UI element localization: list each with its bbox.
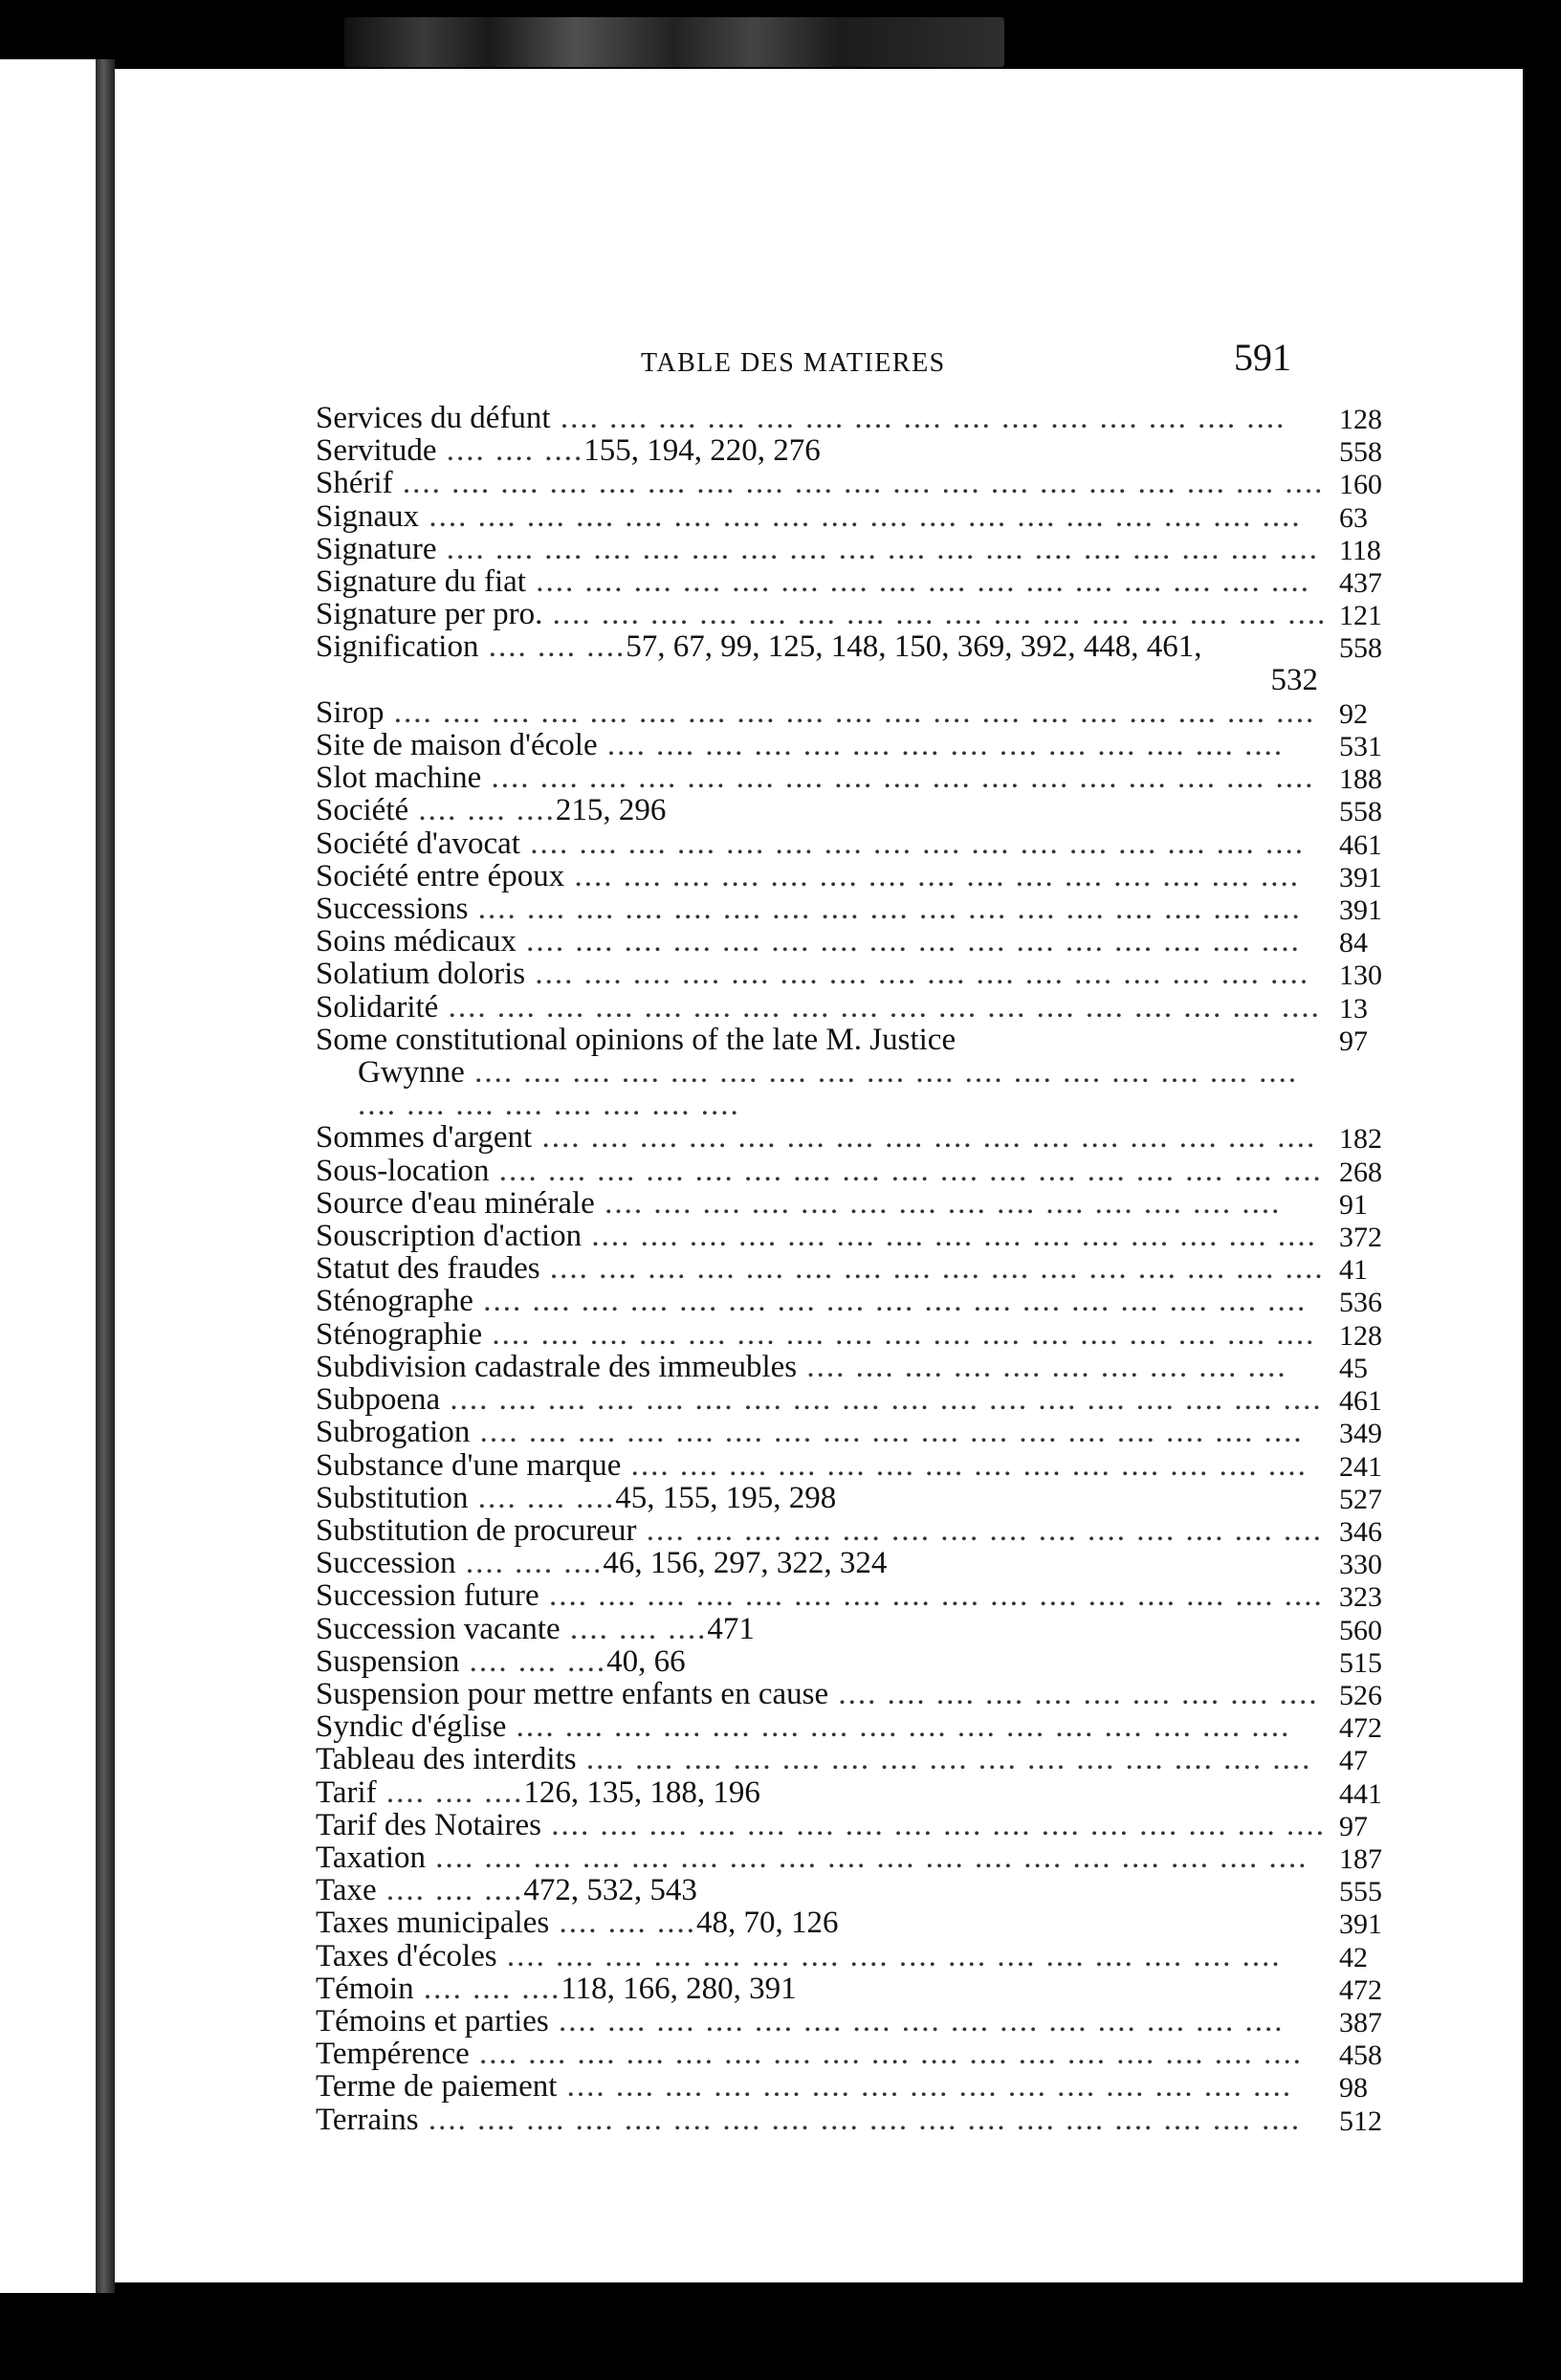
running-title: TABLE DES MATIERES xyxy=(641,348,946,378)
index-term: Sténographie xyxy=(316,1317,483,1351)
page-number: 591 xyxy=(1234,336,1291,379)
index-term-continuation xyxy=(316,1056,1328,1121)
index-entry xyxy=(316,1940,1416,1972)
index-entry xyxy=(316,1776,1416,1809)
index-entry xyxy=(316,402,1416,434)
index-term: Site de maison d'école xyxy=(316,729,598,762)
scan-top-artifact xyxy=(344,17,1004,67)
book-gutter xyxy=(96,59,115,2293)
index-term: Successions xyxy=(316,892,469,926)
index-entry xyxy=(316,1155,1416,1187)
index-page-ref: 558 xyxy=(1339,632,1382,665)
index-term: Taxation xyxy=(316,1840,426,1875)
dot-leader: .... .... .... xyxy=(376,1874,524,1907)
index-page-ref: 372 xyxy=(1339,1222,1382,1253)
index-page-ref: 97 xyxy=(1339,1025,1368,1057)
index-term: Sténographe xyxy=(316,1285,473,1318)
index-term: Soins médicaux xyxy=(316,925,517,959)
index-entry xyxy=(316,1187,1416,1220)
index-page-ref: 458 xyxy=(1339,2039,1382,2071)
dot-leader: .... .... .... xyxy=(413,1972,561,2005)
index-entry xyxy=(316,2005,1416,2038)
dot-leader: .... .... .... .... .... .... .... .... .... .... .... .... .... .... .... .... xyxy=(539,1252,1325,1286)
index-term: Sommes d'argent xyxy=(316,1121,533,1155)
index-term: Solidarité xyxy=(316,990,439,1024)
index-page-ref: 391 xyxy=(1339,1908,1382,1940)
dot-leader: .... .... .... xyxy=(455,1547,604,1580)
dot-leader: .... .... .... .... .... .... .... .... .... .... .... .... .... .... .... .... xyxy=(532,1121,1317,1155)
index-term: Some constitutional opinions of the late M. Justice xyxy=(316,1022,956,1057)
index-page-ref: 13 xyxy=(1339,992,1368,1024)
index-term: Signature xyxy=(316,532,437,566)
index-entry xyxy=(316,533,1416,565)
index-term: Terme de paiement xyxy=(316,2070,558,2104)
index-term: Société xyxy=(316,794,409,827)
dot-leader: .... .... .... xyxy=(408,794,556,827)
index-term: Taxes d'écoles xyxy=(316,1939,497,1972)
index-references: 46, 156, 297, 322, 324 xyxy=(603,1547,888,1580)
index-page-ref: 268 xyxy=(1339,1156,1382,1187)
dot-leader: .... .... .... .... .... .... .... .... .... .... .... .... .... .... .... .... .... .... xyxy=(438,990,1321,1024)
index-entry xyxy=(316,1809,1416,1841)
index-entry xyxy=(316,1318,1416,1351)
index-references: 155, 194, 220, 276 xyxy=(583,434,821,468)
index-references: 126, 135, 188, 196 xyxy=(523,1775,760,1809)
index-page-ref: 472 xyxy=(1339,1712,1382,1744)
index-entry xyxy=(316,1743,1416,1775)
dot-leader: .... .... .... .... .... .... .... .... .... .... .... .... .... .... .... xyxy=(564,859,1300,893)
index-page-ref: 47 xyxy=(1339,1745,1368,1776)
index-page-ref: 128 xyxy=(1339,404,1382,435)
index-entry xyxy=(316,434,1416,467)
dot-leader: .... .... .... .... .... .... .... .... .... .... .... .... .... .... .... .... xyxy=(506,1710,1291,1744)
dot-leader: .... .... .... .... .... .... .... .... .... .... .... .... .... .... .... .... xyxy=(540,1808,1326,1841)
dot-leader: .... .... .... .... .... .... .... .... .... .... .... .... .... .... .... .... .... xyxy=(468,892,1302,926)
index-term: Sous-location xyxy=(316,1154,490,1187)
index-references-continuation: 532 xyxy=(1270,662,1318,697)
index-page-ref: 461 xyxy=(1339,828,1382,860)
index-page-ref: 461 xyxy=(1339,1385,1382,1417)
index-entry xyxy=(316,1121,1416,1154)
index-page-ref: 536 xyxy=(1339,1287,1382,1318)
dot-leader: .... .... .... .... .... .... .... .... .... .... .... .... .... .... .... .... xyxy=(542,598,1328,631)
index-entry xyxy=(316,500,1416,533)
index-references: 118, 166, 280, 391 xyxy=(561,1972,797,2005)
index-page-ref: 472 xyxy=(1339,1973,1382,2005)
index-term: Tarif xyxy=(316,1775,377,1809)
index-entry xyxy=(316,1678,1416,1710)
facing-page-edge xyxy=(0,59,103,2293)
index-entry xyxy=(316,1613,1416,1645)
index-references: 472, 532, 543 xyxy=(523,1874,697,1907)
index-entry xyxy=(316,1645,1416,1678)
index-references: 40, 66 xyxy=(606,1644,686,1678)
index-term: Suspension xyxy=(316,1644,460,1678)
index-page-ref: 526 xyxy=(1339,1679,1382,1711)
index-entry xyxy=(316,1383,1416,1416)
index-page-ref: 45 xyxy=(1339,1352,1368,1384)
index-term: Solatium doloris xyxy=(316,958,526,991)
index-term: Succession future xyxy=(316,1579,539,1613)
index-page-ref: 160 xyxy=(1339,469,1382,500)
index-page-ref: 555 xyxy=(1339,1876,1382,1907)
index-entry xyxy=(316,827,1416,860)
index-entry xyxy=(316,991,1416,1024)
dot-leader: .... .... .... .... .... .... .... .... .... .... .... .... .... .... .... .... .... xyxy=(489,1154,1323,1187)
index-references: 471 xyxy=(707,1612,755,1645)
index-page-ref: 512 xyxy=(1339,2105,1382,2136)
dot-leader: .... .... .... .... .... .... .... .... .... .... .... .... .... .... xyxy=(597,729,1285,762)
dot-leader: .... .... .... .... .... .... .... .... .... .... .... .... .... .... .... .... .... .... xyxy=(436,532,1319,566)
dot-leader: .... .... .... .... .... .... .... .... .... .... .... .... .... .... .... xyxy=(582,1220,1317,1253)
index-page-ref: 97 xyxy=(1339,1810,1368,1841)
index-entry xyxy=(316,2104,1416,2136)
index-entry xyxy=(316,598,1416,630)
index-page-ref: 437 xyxy=(1339,567,1382,599)
index-term: Source d'eau minérale xyxy=(316,1186,595,1221)
dot-leader: .... .... .... .... .... .... .... .... .... .... .... .... .... .... .... .... .... .... xyxy=(425,1840,1308,1875)
dot-leader: .... .... .... xyxy=(560,1612,708,1645)
index-entry xyxy=(316,1252,1416,1285)
index-term-continuation-text: Gwynne xyxy=(358,1055,465,1091)
index-page-ref: 391 xyxy=(1339,861,1382,893)
index-entry xyxy=(316,1972,1416,2005)
dot-leader: .... .... .... .... .... .... .... .... .... .... .... .... .... .... .... .... .... .... xyxy=(418,2103,1302,2136)
index-term: Slot machine xyxy=(316,761,482,795)
index-page-ref: 92 xyxy=(1339,697,1368,730)
dot-leader: .... .... .... .... .... .... .... .... .... .... .... .... .... .... .... xyxy=(576,1743,1312,1776)
dot-leader: .... .... .... .... .... .... .... .... .... .... .... .... .... .... xyxy=(636,1513,1323,1548)
index-entry xyxy=(316,467,1416,499)
index-entry xyxy=(316,1482,1416,1514)
dot-leader: .... .... .... .... .... .... .... .... .... .... .... .... .... .... .... .... .... xyxy=(481,761,1315,795)
index-term: Subpoena xyxy=(316,1383,441,1417)
dot-leader: .... .... .... .... .... .... .... .... .... .... .... .... .... .... .... .... .... .... .... xyxy=(384,695,1316,730)
dot-leader: .... .... .... xyxy=(436,434,584,468)
index-page-ref: 391 xyxy=(1339,894,1382,926)
index-page-ref: 42 xyxy=(1339,1941,1368,1972)
index-page-ref: 241 xyxy=(1339,1450,1382,1482)
index-term: Substitution xyxy=(316,1481,469,1514)
index-page-ref: 558 xyxy=(1339,796,1382,827)
index-page-ref: 188 xyxy=(1339,763,1382,795)
dot-leader: .... .... .... .... .... .... .... .... .... .... .... .... .... .... .... .... xyxy=(539,1579,1324,1613)
index-entry xyxy=(316,1547,1416,1579)
index-term: Taxe xyxy=(316,1874,377,1907)
index-page-ref: 130 xyxy=(1339,959,1382,991)
index-term: Société entre époux xyxy=(316,859,565,893)
index-entry xyxy=(316,958,1416,990)
dot-leader: .... .... .... .... .... .... .... .... .... .... .... .... .... .... .... .... .... xyxy=(482,1317,1316,1351)
index-references: 215, 296 xyxy=(555,794,667,827)
index-term: Société d'avocat xyxy=(316,826,520,860)
dot-leader: .... .... .... xyxy=(549,1906,696,1940)
dot-leader: .... .... .... .... .... .... .... .... .... .... .... .... .... .... .... .... xyxy=(496,1939,1282,1972)
dot-leader: .... .... .... xyxy=(459,1644,607,1678)
index-term: Succession vacante xyxy=(316,1612,561,1645)
index-entry xyxy=(316,1579,1416,1612)
dot-leader: .... .... .... .... .... .... .... .... .... .... .... .... .... .... .... .... .... xyxy=(473,1285,1308,1318)
dot-leader: .... .... .... .... .... .... .... .... .... .... .... .... .... .... .... .... .... .... .... xyxy=(392,467,1325,500)
index-entry xyxy=(316,860,1416,892)
index-page-ref: 527 xyxy=(1339,1483,1382,1514)
dot-leader: .... .... .... xyxy=(468,1481,616,1514)
index-page-ref: 98 xyxy=(1339,2072,1368,2104)
index-entry xyxy=(316,1416,1416,1448)
index-page-ref: 441 xyxy=(1339,1777,1382,1809)
index-term: Témoins et parties xyxy=(316,2004,549,2038)
index-term: Témoin xyxy=(316,1972,414,2005)
dot-leader: .... .... .... .... .... .... .... .... .... .... .... .... .... .... .... .... .... .... xyxy=(419,499,1302,533)
index-entry xyxy=(316,630,1416,695)
dot-leader: .... .... .... .... .... .... .... .... .... .... .... .... .... .... .... .... xyxy=(516,925,1301,959)
dot-leader: .... .... .... .... .... .... .... .... .... .... xyxy=(828,1677,1319,1711)
index-page-ref: 560 xyxy=(1339,1614,1382,1645)
index-page-ref: 63 xyxy=(1339,501,1368,533)
dot-leader: .... .... .... xyxy=(478,629,627,665)
dot-leader: .... .... .... .... .... .... .... .... .... .... .... .... .... .... .... .... .... .... .... .... .... .... .... .... .... xyxy=(358,1055,1299,1123)
index-references: 57, 67, 99, 125, 148, 150, 369, 392, 448, 461, xyxy=(626,629,1202,665)
index-entry xyxy=(316,892,1416,925)
dot-leader: .... .... .... .... .... .... .... .... .... .... .... .... .... .... .... xyxy=(557,2070,1293,2104)
dot-leader: .... .... .... .... .... .... .... .... .... .... .... .... .... .... .... .... xyxy=(525,958,1310,991)
index-term: Terrains xyxy=(316,2103,419,2136)
index-page-ref: 323 xyxy=(1339,1581,1382,1613)
index-page-ref: 558 xyxy=(1339,436,1382,468)
index-entry xyxy=(316,1024,1416,1122)
index-page-ref: 91 xyxy=(1339,1188,1368,1221)
index-entry xyxy=(316,1449,1416,1482)
index-entry xyxy=(316,1906,1416,1939)
index-term: Taxes municipales xyxy=(316,1906,550,1940)
index-page-ref: 84 xyxy=(1339,927,1368,959)
dot-leader: .... .... .... .... .... .... .... .... .... .... .... .... .... .... .... .... .... .... xyxy=(440,1383,1323,1417)
index-page-ref: 118 xyxy=(1339,534,1381,566)
index-page-ref: 121 xyxy=(1339,600,1382,631)
dot-leader: .... .... .... .... .... .... .... .... .... .... xyxy=(797,1350,1287,1384)
index-page-ref: 387 xyxy=(1339,2006,1382,2038)
index-entry xyxy=(316,1874,1416,1906)
index-term: Services du défunt xyxy=(316,402,551,435)
index-term: Syndic d'église xyxy=(316,1710,507,1744)
index-term: Tarif des Notaires xyxy=(316,1808,541,1841)
dot-leader: .... .... .... .... .... .... .... .... .... .... .... .... .... .... .... xyxy=(548,2004,1285,2038)
index-term: Tempérence xyxy=(316,2038,470,2071)
index-references: 45, 155, 195, 298 xyxy=(615,1481,837,1514)
dot-leader: .... .... .... xyxy=(376,1775,524,1809)
index-term: Shérif xyxy=(316,467,393,500)
index-term: Succession xyxy=(316,1547,456,1580)
dot-leader: .... .... .... .... .... .... .... .... .... .... .... .... .... .... .... .... xyxy=(519,826,1305,860)
index-entry xyxy=(316,761,1416,794)
index-references: 48, 70, 126 xyxy=(695,1906,839,1940)
index-entry xyxy=(316,1220,1416,1252)
index-page-ref: 128 xyxy=(1339,1319,1382,1351)
index-list xyxy=(316,402,1416,2136)
index-entry xyxy=(316,1285,1416,1317)
dot-leader: .... .... .... .... .... .... .... .... .... .... .... .... .... .... xyxy=(621,1448,1308,1482)
dot-leader: .... .... .... .... .... .... .... .... .... .... .... .... .... .... .... .... .... xyxy=(470,1416,1304,1449)
index-page-ref: 330 xyxy=(1339,1549,1382,1580)
dot-leader: .... .... .... .... .... .... .... .... .... .... .... .... .... .... .... .... xyxy=(525,565,1310,599)
index-page-ref: 531 xyxy=(1339,731,1382,762)
index-term: Signature per pro. xyxy=(316,598,543,631)
index-entry xyxy=(316,794,1416,826)
index-entry xyxy=(316,1841,1416,1874)
index-term: Signature du fiat xyxy=(316,565,526,599)
index-term: Subdivision cadastrale des immeubles xyxy=(316,1350,798,1384)
index-entry xyxy=(316,565,1416,598)
index-entry xyxy=(316,729,1416,761)
dot-leader: .... .... .... .... .... .... .... .... .... .... .... .... .... .... .... xyxy=(550,402,1286,435)
index-entry xyxy=(316,925,1416,958)
index-entry xyxy=(316,1351,1416,1383)
index-term: Substitution de procureur xyxy=(316,1513,637,1548)
index-term: Subrogation xyxy=(316,1416,471,1449)
index-term: Sirop xyxy=(316,695,385,730)
index-term: Signification xyxy=(316,629,479,665)
index-term: Signaux xyxy=(316,499,420,533)
index-page-ref: 515 xyxy=(1339,1646,1382,1678)
dot-leader: .... .... .... .... .... .... .... .... .... .... .... .... .... .... xyxy=(594,1186,1282,1221)
index-page-ref: 182 xyxy=(1339,1123,1382,1155)
index-page-ref: 187 xyxy=(1339,1842,1382,1875)
index-term: Tableau des interdits xyxy=(316,1743,577,1776)
index-term: Souscription d'action xyxy=(316,1220,583,1253)
index-entry xyxy=(316,1710,1416,1743)
index-term: Substance d'une marque xyxy=(316,1448,622,1482)
index-term: Servitude xyxy=(316,434,437,468)
index-term: Suspension pour mettre enfants en cause xyxy=(316,1677,829,1711)
index-term: Statut des fraudes xyxy=(316,1252,540,1286)
document-page xyxy=(115,69,1523,2282)
index-entry xyxy=(316,696,1416,729)
index-entry xyxy=(316,2070,1416,2103)
page-header xyxy=(115,327,1523,385)
index-entry xyxy=(316,2038,1416,2070)
index-page-ref: 41 xyxy=(1339,1254,1368,1286)
dot-leader: .... .... .... .... .... .... .... .... .... .... .... .... .... .... .... .... .... xyxy=(469,2038,1303,2071)
index-page-ref: 349 xyxy=(1339,1418,1382,1449)
index-entry xyxy=(316,1514,1416,1547)
index-page-ref: 346 xyxy=(1339,1515,1382,1548)
